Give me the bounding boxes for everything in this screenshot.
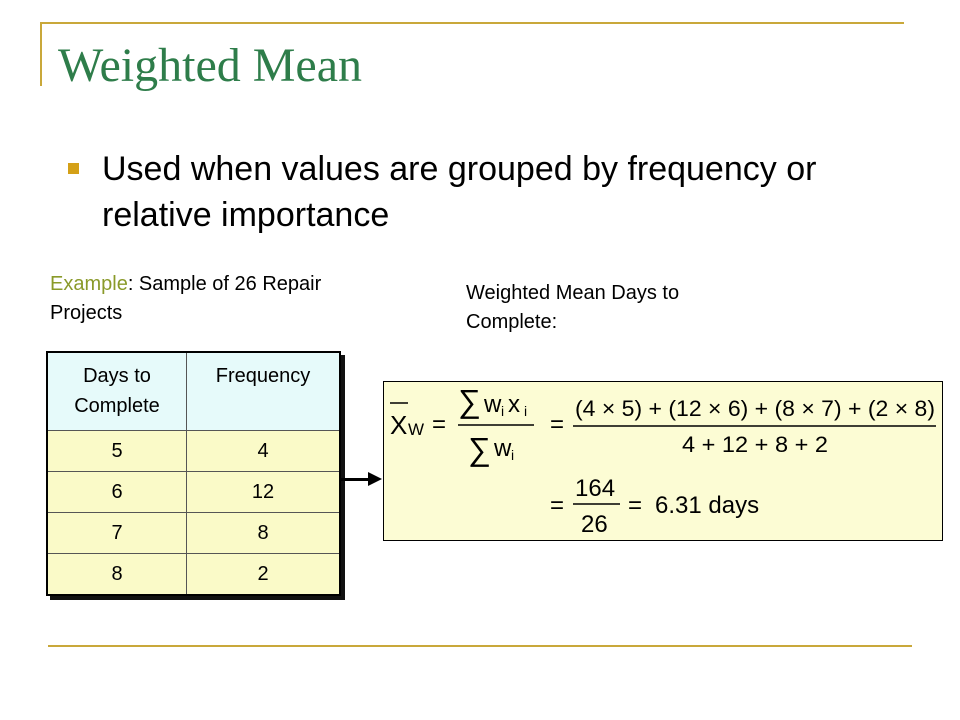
equals-4: = [628, 492, 643, 519]
result-denominator: 26 [581, 511, 608, 538]
w-top: w [484, 391, 502, 418]
header-frequency: Frequency [187, 352, 341, 431]
formula-caption: Weighted Mean Days to Complete: [466, 282, 680, 333]
equals-2: = [550, 411, 565, 438]
table-row [47, 513, 340, 554]
cell-days: 7 [47, 513, 187, 554]
arrow-line [339, 478, 369, 481]
w-top-sub: i [501, 403, 505, 419]
example-description: : Sample of 26 Repair Projects [50, 273, 322, 324]
example-text [50, 270, 340, 328]
table-row [47, 431, 340, 472]
cell-frequency: 4 [187, 431, 341, 472]
cell-frequency: 12 [187, 472, 341, 513]
table-row [47, 554, 340, 596]
x-top-sub: i [524, 403, 528, 419]
equals-1: = [432, 411, 447, 438]
table-header-row [47, 352, 340, 431]
formula-box [383, 381, 943, 541]
cell-days: 6 [47, 472, 187, 513]
w-bottom-sub: i [511, 447, 515, 463]
result-numerator: 164 [575, 475, 616, 502]
denominator-expression: 4 + 12 + 8 + 2 [682, 432, 828, 457]
left-accent-line [40, 22, 42, 86]
equals-3: = [550, 492, 565, 519]
frequency-table [46, 351, 341, 596]
arrow-right-icon [368, 472, 382, 486]
cell-days: 8 [47, 554, 187, 596]
bullet-text: Used when values are grouped by frequency or relative importance [102, 150, 817, 234]
sum-symbol-top: ∑ [458, 383, 481, 419]
cell-days: 5 [47, 431, 187, 472]
bottom-accent-line [48, 645, 912, 647]
bullet-square-icon [68, 163, 79, 174]
result-value: 6.31 days [655, 492, 760, 519]
slide-title: Weighted Mean [58, 39, 363, 92]
cell-frequency: 8 [187, 513, 341, 554]
header-days: Days to Complete [47, 352, 187, 431]
top-accent-line [40, 22, 904, 24]
lhs-subscript: W [408, 420, 425, 439]
w-bottom: w [494, 435, 512, 462]
lhs-x: X [390, 410, 408, 440]
x-top: x [508, 391, 520, 418]
cell-frequency: 2 [187, 554, 341, 596]
sum-symbol-bottom: ∑ [468, 431, 491, 467]
numerator-expression: (4 × 5) + (12 × 6) + (8 × 7) + (2 × 8) [575, 396, 935, 421]
formula-svg [384, 382, 942, 540]
table-row [47, 472, 340, 513]
example-label: Example [50, 273, 128, 295]
